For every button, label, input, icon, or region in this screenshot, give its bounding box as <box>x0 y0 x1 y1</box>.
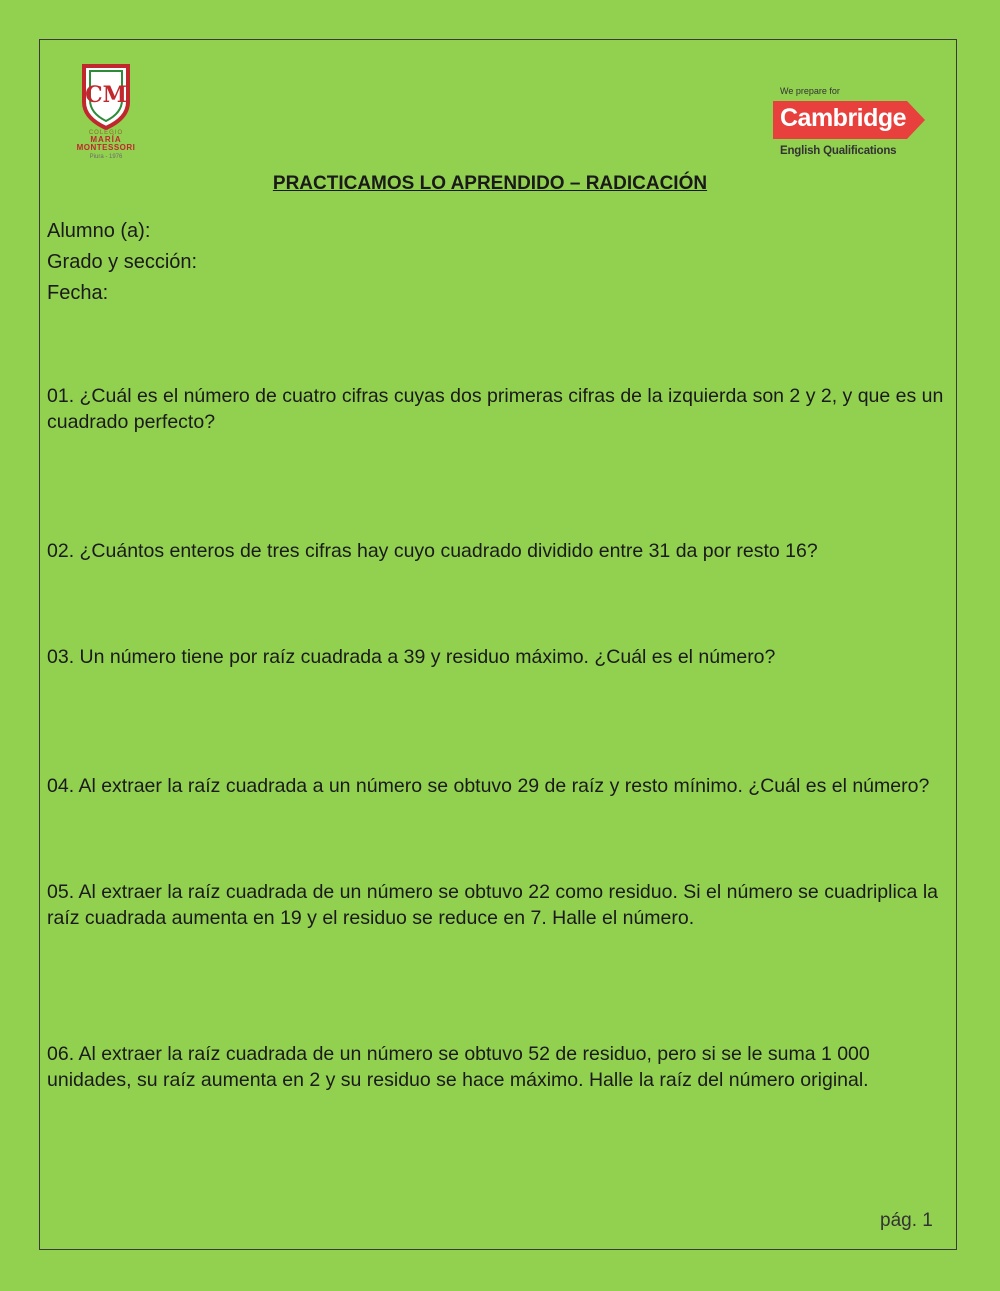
grade-field-label: Grado y sección: <box>47 251 198 273</box>
school-name-line3: MONTESSORI <box>76 143 136 152</box>
date-field-label: Fecha: <box>47 282 109 304</box>
question-06: 06. Al extraer la raíz cuadrada de un número se obtuvo 52 de residuo, pero si se le suma 1 000 unidades, su raíz aumenta en 2 y su residuo se hace máximo. Halle la raíz del número original. <box>47 1043 870 1091</box>
cambridge-name: Cambridge <box>780 104 907 132</box>
school-name-line4: Piura - 1976 <box>89 154 123 160</box>
school-name <box>66 130 146 160</box>
school-name-line1: COLEGIO <box>88 130 124 136</box>
page-title: PRACTICAMOS LO APRENDIDO – RADICACIÓN <box>272 173 708 194</box>
crest-monogram: CM <box>85 82 127 108</box>
question-04: 04. Al extraer la raíz cuadrada a un número se obtuvo 29 de raíz y resto mínimo. ¿Cuál es el número? <box>47 775 930 797</box>
student-field-label: Alumno (a): <box>47 220 151 242</box>
question-05: 05. Al extraer la raíz cuadrada de un número se obtuvo 22 como residuo. Si el número se cuadriplica la raíz cuadrada aumenta en 19 y el residuo se reduce en 7. Halle el número. <box>47 881 939 929</box>
cambridge-subtitle: English Qualifications <box>780 145 897 157</box>
school-name-line2: MARÍA <box>90 135 122 144</box>
cambridge-tagline: We prepare for <box>780 86 840 96</box>
page-number: pág. 1 <box>880 1210 933 1231</box>
question-01: 01. ¿Cuál es el número de cuatro cifras cuyas dos primeras cifras de la izquierda son 2 y 2, y que es un cuadrado perfecto? <box>47 385 944 433</box>
question-02: 02. ¿Cuántos enteros de tres cifras hay cuyo cuadrado dividido entre 31 da por resto 16? <box>47 540 818 562</box>
question-03: 03. Un número tiene por raíz cuadrada a 39 y residuo máximo. ¿Cuál es el número? <box>47 646 776 668</box>
